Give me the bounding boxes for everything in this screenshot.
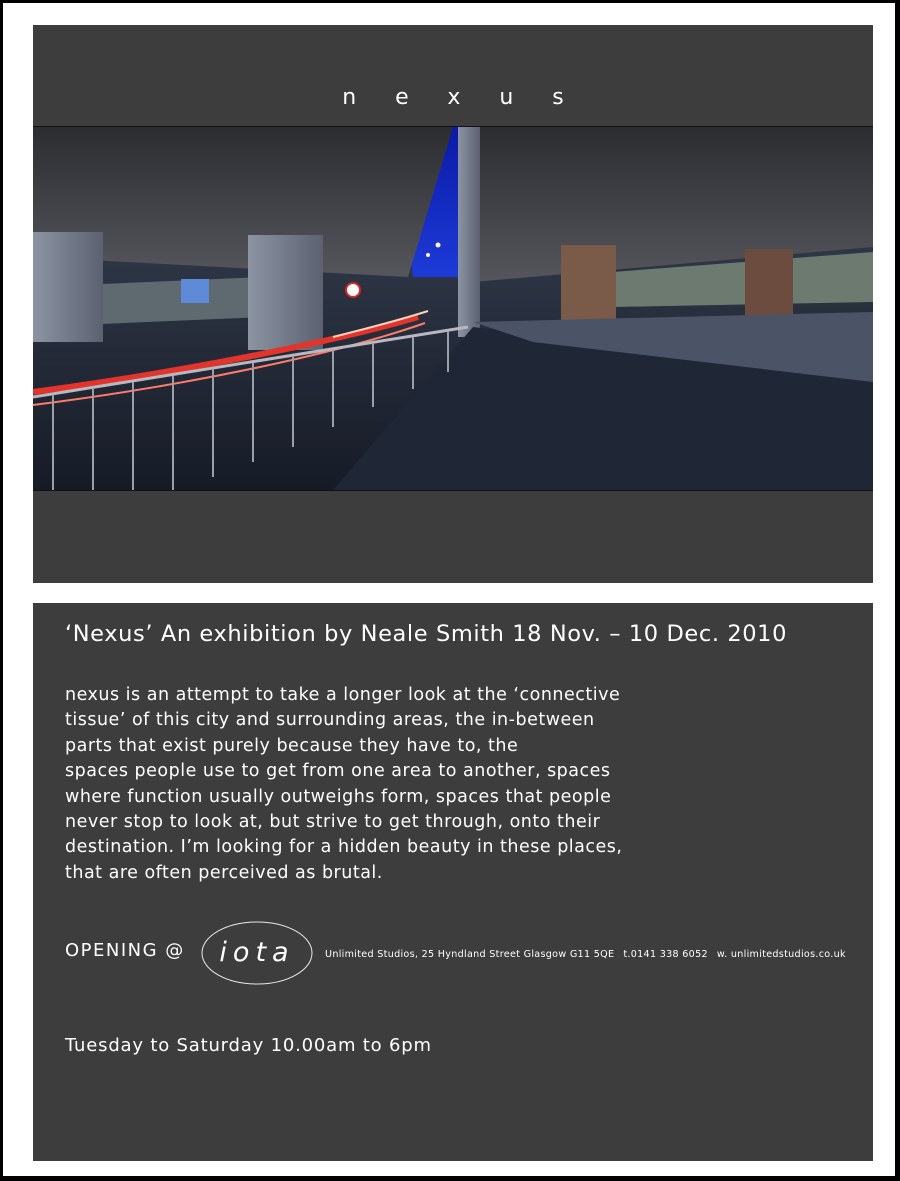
description-line: destination. I’m looking for a hidden beauty in these places, (65, 837, 623, 858)
description-line: spaces people use to get from one area to another, spaces (65, 761, 611, 782)
poster-title: nexus (342, 85, 603, 110)
venue-contact (325, 949, 846, 960)
opening-hours: Tuesday to Saturday 10.00am to 6pm (65, 1035, 432, 1056)
description-line: parts that exist purely because they have to, the (65, 735, 519, 756)
venue-website: w. unlimitedstudios.co.uk (716, 949, 846, 960)
iota-logo-text: iota (219, 937, 295, 968)
description-line: never stop to look at, but strive to get through, onto their (65, 812, 601, 833)
description-line: nexus is an attempt to take a longer look at the ‘connective (65, 685, 621, 705)
exhibition-description (65, 683, 765, 886)
poster-top-panel (33, 25, 873, 583)
flyover-photo (33, 126, 873, 491)
description-line: where function usually outweighs form, spaces that people (65, 786, 612, 807)
venue-address: Unlimited Studios, 25 Hyndland Street Glasgow G11 5QE (325, 949, 615, 960)
poster-bottom-panel (33, 603, 873, 1161)
opening-label: OPENING @ (65, 940, 185, 961)
poster-frame (3, 3, 895, 1176)
description-line: tissue’ of this city and surrounding areas, the in-between (65, 710, 595, 731)
exhibition-headline: ‘Nexus’ An exhibition by Neale Smith 18 Nov. – 10 Dec. 2010 (65, 621, 787, 647)
venue-phone: t.0141 338 6052 (623, 949, 708, 960)
description-line: that are often perceived as brutal. (65, 862, 383, 883)
